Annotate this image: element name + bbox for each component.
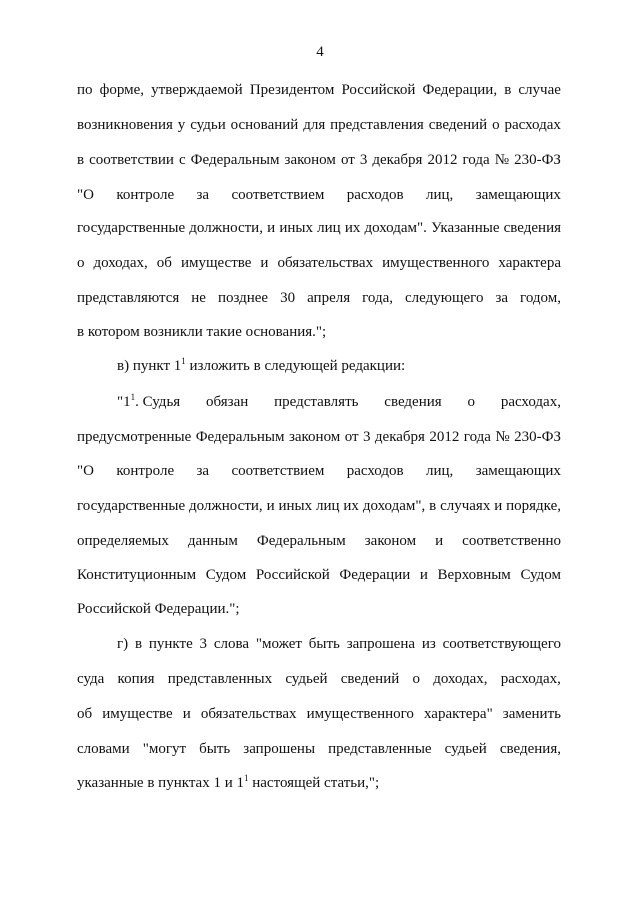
word: Указанные: [431, 220, 500, 236]
word: Российской: [255, 567, 330, 583]
word: с: [178, 152, 186, 168]
text-line: [77, 496, 561, 516]
word: Президентом: [249, 82, 335, 98]
word: 2012: [427, 152, 458, 168]
word: замещающих: [475, 187, 561, 203]
word: "О: [77, 463, 94, 479]
text-line: [77, 185, 561, 205]
word: №: [494, 152, 510, 168]
word: декабря: [374, 429, 425, 445]
superscript: 1: [130, 392, 136, 402]
word: 30: [280, 290, 296, 306]
word: соответствии: [89, 152, 174, 168]
word: доходах,: [433, 671, 488, 687]
word: сведения: [503, 220, 561, 236]
word: в: [134, 636, 143, 652]
word: судьи: [190, 117, 226, 133]
text-fragment: в) пункт 1: [117, 358, 182, 374]
word: о: [492, 117, 500, 133]
text-line: [77, 461, 561, 481]
word: порядке,: [506, 498, 561, 514]
word: характера: [498, 255, 561, 271]
word: слова: [213, 636, 250, 652]
word: представления: [330, 117, 424, 133]
word: позднее: [217, 290, 269, 306]
text-line: [77, 704, 561, 724]
word: государственные: [77, 220, 186, 236]
word: суда: [77, 671, 105, 687]
word: представлять: [274, 394, 359, 410]
word: Верховным: [437, 567, 511, 583]
text-line: [77, 288, 561, 308]
text-line: [77, 739, 561, 759]
word: не: [191, 290, 206, 306]
word: представляются: [77, 290, 180, 306]
word: Федеральным: [195, 429, 285, 445]
word: законом: [284, 152, 336, 168]
word: о: [412, 671, 420, 687]
word: запрошены: [243, 741, 316, 757]
word: замещающих: [475, 463, 561, 479]
word: сведений: [428, 117, 488, 133]
text-line: [77, 253, 561, 273]
word: в: [504, 82, 512, 98]
word: года: [463, 429, 491, 445]
word: Федеральным: [190, 152, 280, 168]
word: соответствием: [231, 187, 325, 203]
word: за: [495, 290, 509, 306]
word: оснований: [230, 117, 299, 133]
word: года: [462, 152, 490, 168]
word: иных: [278, 498, 313, 514]
word: за: [196, 187, 210, 203]
text-line: [117, 356, 561, 376]
word: "может: [255, 636, 302, 652]
word: из: [421, 636, 436, 652]
word: случаях: [440, 498, 491, 514]
word: обязательствах: [200, 706, 297, 722]
word: судьей: [444, 741, 487, 757]
word: законом: [364, 533, 417, 549]
word: сведений: [340, 671, 400, 687]
word: их: [344, 220, 361, 236]
word: апреля: [307, 290, 351, 306]
word: "О: [77, 187, 94, 203]
text-line: [77, 218, 561, 238]
word: государственные: [77, 498, 186, 514]
word: о: [77, 255, 85, 271]
word: иных: [279, 220, 313, 236]
text-line: [77, 669, 561, 689]
word: 230-ФЗ: [514, 429, 561, 445]
word: доходам",: [362, 498, 426, 514]
text-fragment: изложить в следующей редакции:: [185, 358, 406, 374]
word: для: [303, 117, 326, 133]
superscript: 1: [181, 356, 186, 366]
word: №: [495, 429, 510, 445]
word: законом: [288, 429, 341, 445]
word: утверждаемой: [151, 82, 243, 98]
word: быть: [199, 741, 231, 757]
word: должности,: [189, 220, 263, 236]
text-line: [77, 80, 561, 100]
word: расходов: [346, 463, 404, 479]
word: "могут: [142, 741, 187, 757]
word: заменить: [502, 706, 561, 722]
text-line: Российской Федерации.";: [77, 601, 240, 617]
word: соответствующего: [442, 636, 561, 652]
word: от: [344, 429, 359, 445]
word: у: [177, 117, 186, 133]
word: об: [77, 706, 93, 722]
word: Российской: [341, 82, 416, 98]
word: доходах,: [93, 255, 148, 271]
text-fragment: указанные в пунктах 1 и 1: [77, 775, 244, 791]
word: контроле: [116, 463, 175, 479]
word: следующего: [405, 290, 484, 306]
word: 3: [359, 152, 368, 168]
word: Конституционным: [77, 567, 197, 583]
text-fragment: . Судья: [135, 394, 181, 410]
word: лиц: [315, 498, 340, 514]
word: Федеральным: [256, 533, 346, 549]
word: расходах,: [500, 394, 561, 410]
word: контроле: [116, 187, 175, 203]
word: данным: [187, 533, 238, 549]
word: 3: [362, 429, 371, 445]
word: имущественного: [306, 706, 414, 722]
word: по: [77, 82, 93, 98]
word: соответственно: [462, 533, 561, 549]
word: копия: [117, 671, 155, 687]
word: об: [156, 255, 172, 271]
word: их: [343, 498, 359, 514]
text-fragment: настоящей статьи,";: [248, 775, 380, 791]
text-fragment: "1: [117, 394, 131, 410]
word: и: [260, 255, 269, 271]
word: за: [196, 463, 210, 479]
word: случае: [518, 82, 561, 98]
text-line: в котором возникли такие основания.";: [77, 324, 327, 340]
word: 3: [199, 636, 208, 652]
word: представленные: [328, 741, 432, 757]
word: лиц,: [426, 463, 454, 479]
word: и: [494, 498, 503, 514]
text-line: [117, 634, 561, 654]
word: сведения: [384, 394, 442, 410]
word: пункте: [148, 636, 193, 652]
text-line: [77, 531, 561, 551]
word: Судом: [520, 567, 561, 583]
word: сведения,: [499, 741, 561, 757]
word: и: [267, 220, 276, 236]
word: должности,: [189, 498, 263, 514]
text-line: [77, 565, 561, 585]
text-line: [77, 150, 561, 170]
word: [117, 392, 180, 412]
word: характера": [424, 706, 493, 722]
word: 230-ФЗ: [514, 152, 561, 168]
superscript: 1: [244, 773, 249, 783]
word: 2012: [429, 429, 460, 445]
word: расходах: [504, 117, 561, 133]
word: обязательствах: [277, 255, 374, 271]
word: запрошена: [346, 636, 416, 652]
word: имуществе: [102, 706, 173, 722]
word: форме,: [99, 82, 145, 98]
page-number: 4: [316, 44, 324, 60]
word: возникновения: [77, 117, 173, 133]
word: Федерации,: [422, 82, 498, 98]
text-line: [77, 427, 561, 447]
word: от: [340, 152, 355, 168]
word: расходов: [346, 187, 404, 203]
word: имущественного: [382, 255, 490, 271]
word: о: [467, 394, 475, 410]
word: доходам".: [364, 220, 427, 236]
word: и: [419, 567, 428, 583]
text-line: [77, 773, 561, 793]
word: в: [77, 152, 85, 168]
word: быть: [308, 636, 340, 652]
word: словами: [77, 741, 130, 757]
text-line: [117, 392, 561, 412]
word: лиц: [317, 220, 341, 236]
word: года,: [362, 290, 394, 306]
word: и: [266, 498, 275, 514]
word: судьей: [285, 671, 328, 687]
word: определяемых: [77, 533, 169, 549]
word: и: [435, 533, 444, 549]
word: расходах,: [500, 671, 561, 687]
word: обязан: [206, 394, 249, 410]
word: имуществе: [180, 255, 252, 271]
word: Судом: [205, 567, 247, 583]
word: соответствием: [231, 463, 325, 479]
word: декабря: [372, 152, 423, 168]
word: и: [182, 706, 191, 722]
word: представленных: [167, 671, 273, 687]
word: годом,: [520, 290, 561, 306]
text-line: [77, 115, 561, 135]
word: предусмотренные: [77, 429, 192, 445]
word: лиц,: [426, 187, 454, 203]
word: г): [117, 636, 129, 652]
word: в: [429, 498, 437, 514]
word: Федерации: [339, 567, 411, 583]
